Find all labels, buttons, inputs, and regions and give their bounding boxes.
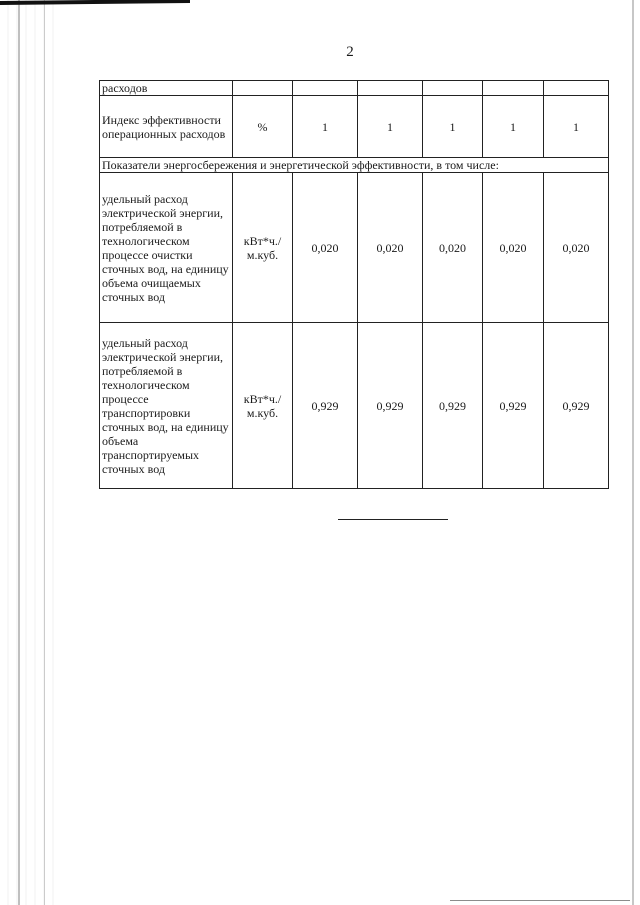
row-value: 0,020 (483, 173, 544, 323)
indicators-table (99, 80, 609, 489)
row-value (293, 81, 358, 96)
row-unit (233, 81, 293, 96)
table-row (100, 173, 609, 323)
scan-top-mark (0, 0, 190, 5)
row-unit: кВт*ч./м.куб. (233, 323, 293, 489)
row-unit: % (233, 96, 293, 158)
table-row (100, 323, 609, 489)
row-value: 0,929 (423, 323, 483, 489)
page-number: 2 (346, 44, 354, 60)
row-name: удельный расход электрической энергии, потребляемой в технологическом процессе очистки сточных вод, на единицу объема очищаемых сточных вод (100, 173, 233, 323)
row-value (423, 81, 483, 96)
closing-rule (338, 519, 448, 520)
row-value: 0,929 (544, 323, 609, 489)
scan-edge-line (18, 0, 20, 905)
row-value (483, 81, 544, 96)
row-value: 0,929 (293, 323, 358, 489)
table-row (100, 81, 609, 96)
table-row (100, 96, 609, 158)
scan-edge-artifact (0, 0, 60, 905)
row-value: 0,020 (423, 173, 483, 323)
row-value (544, 81, 609, 96)
row-value: 0,929 (483, 323, 544, 489)
row-value: 0,020 (293, 173, 358, 323)
scan-edge-line (632, 0, 634, 905)
row-value: 1 (293, 96, 358, 158)
row-value: 1 (544, 96, 609, 158)
row-name: Индекс эффективности операционных расходов (100, 96, 233, 158)
row-name: расходов (100, 81, 233, 96)
row-value: 0,929 (358, 323, 423, 489)
row-name: удельный расход электрической энергии, потребляемой в технологическом процессе транспортировки сточных вод, на единицу объема транспортируемых сточных вод (100, 323, 233, 489)
section-header: Показатели энергосбережения и энергетической эффективности, в том числе: (100, 158, 609, 173)
scan-bottom-mark (450, 900, 630, 901)
row-value: 0,020 (544, 173, 609, 323)
row-unit: кВт*ч./м.куб. (233, 173, 293, 323)
scan-edge-line (44, 0, 45, 905)
row-value: 1 (358, 96, 423, 158)
row-value (358, 81, 423, 96)
row-value: 1 (483, 96, 544, 158)
row-value: 0,020 (358, 173, 423, 323)
row-value: 1 (423, 96, 483, 158)
section-header-row (100, 158, 609, 173)
